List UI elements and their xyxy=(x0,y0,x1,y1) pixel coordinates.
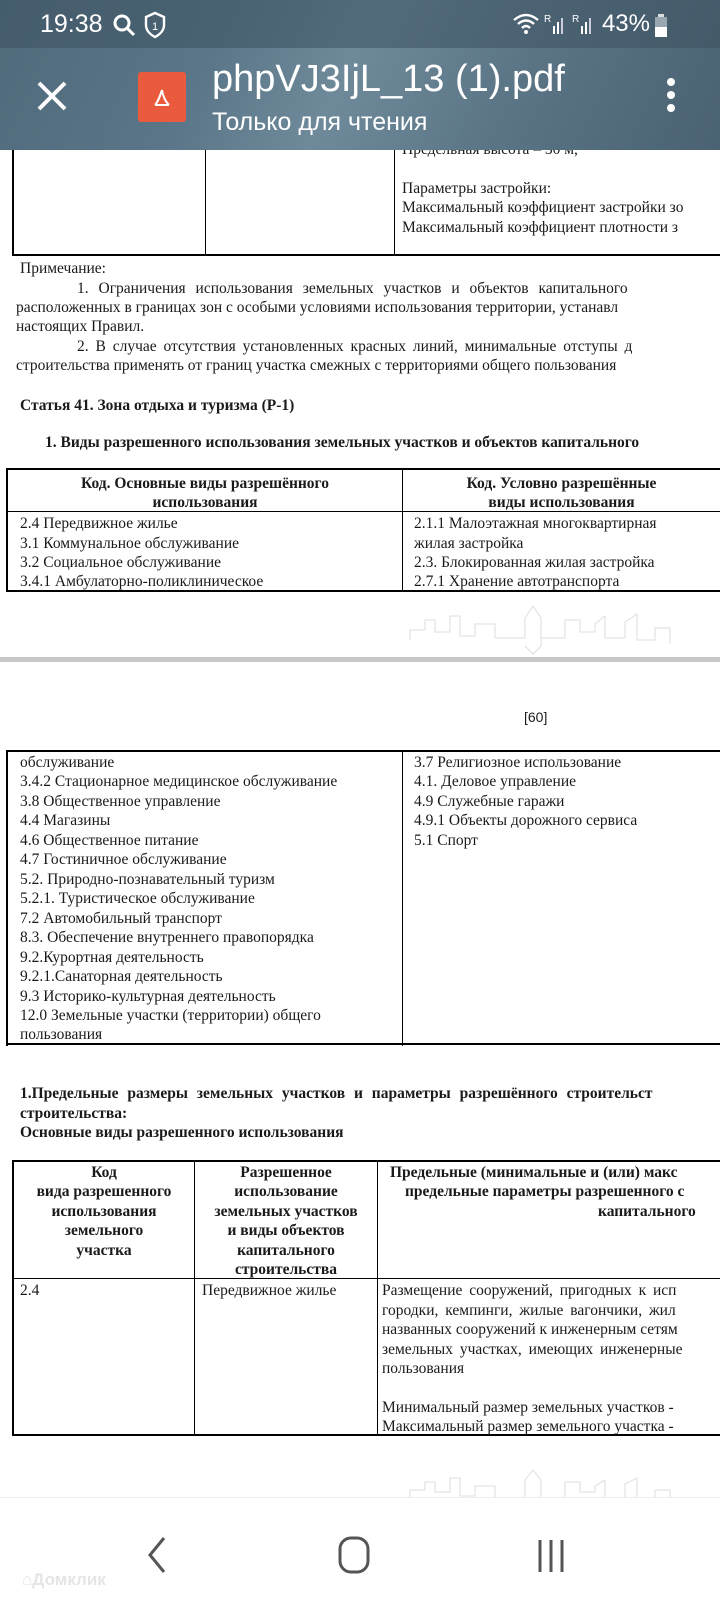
main-use-item: 7.2 Автомобильный транспорт xyxy=(20,910,222,927)
table-header: и виды объектов xyxy=(227,1222,345,1239)
main-use-item: 8.3. Обеспечение внутреннего правопорядка xyxy=(20,929,314,946)
main-use-item: 4.6 Общественное питание xyxy=(20,832,199,849)
table-header: земельных участков xyxy=(214,1203,358,1220)
main-use-item: 3.4.1 Амбулаторно-поликлиническое xyxy=(20,573,264,590)
conditional-use-item: 2.1.1 Малоэтажная многоквартирная xyxy=(414,515,657,532)
status-time: 19:38 xyxy=(40,10,103,38)
table-header: виды использования xyxy=(488,494,635,511)
conditional-use-item: 2.7.1 Хранение автотранспорта xyxy=(414,573,620,590)
table-cell-line: Максимальный коэффициент застройки зо xyxy=(402,199,684,216)
note-line: строительства применять от границ участка смежных с территориями общего пользования xyxy=(16,357,617,374)
table-header: земельного xyxy=(64,1222,144,1239)
main-use-item: 2.4 Передвижное жилье xyxy=(20,515,178,532)
note-line: настоящих Правил. xyxy=(16,318,145,335)
city-skyline-watermark-icon xyxy=(405,1470,695,1500)
house-icon: ⌂ xyxy=(22,1570,33,1589)
svg-text:1: 1 xyxy=(151,21,159,33)
note-line: расположенных в границах зон с особыми условиями использования территории, устанавл xyxy=(16,299,619,316)
row-params-line: Минимальный размер земельных участков - xyxy=(382,1399,674,1416)
search-icon xyxy=(112,13,136,37)
read-only-label: Только для чтения xyxy=(212,108,428,136)
status-bar xyxy=(0,0,720,48)
svg-text:R: R xyxy=(544,14,552,25)
table-header: вида разрешенного xyxy=(36,1183,172,1200)
home-icon[interactable] xyxy=(338,1536,370,1576)
article-title: Статья 41. Зона отдыха и туризма (Р-1) xyxy=(20,397,295,414)
table-header: использование xyxy=(234,1183,338,1200)
note-title: Примечание: xyxy=(20,260,106,277)
conditional-use-item: 5.1 Спорт xyxy=(414,832,478,849)
recents-icon[interactable] xyxy=(536,1538,566,1574)
table-header: капитального xyxy=(237,1242,335,1259)
table-header: капитального xyxy=(598,1203,696,1220)
pdf-file-icon xyxy=(138,72,186,122)
shield-notification-icon xyxy=(143,11,167,39)
page-number: [60] xyxy=(524,709,548,725)
close-icon[interactable] xyxy=(34,78,70,114)
battery-percent: 43% xyxy=(601,10,650,37)
main-use-item: 5.2. Природно-познавательный туризм xyxy=(20,871,275,888)
page-separator xyxy=(0,657,720,662)
main-use-item: 9.2.Курортная деятельность xyxy=(20,949,204,966)
table-cell-line: Параметры застройки: xyxy=(402,180,552,197)
main-use-item: 5.2.1. Туристическое обслуживание xyxy=(20,890,255,907)
table-header: Код. Основные виды разрешённого xyxy=(81,475,329,492)
signal-r-icon xyxy=(572,12,594,36)
row-params-line: земельных участках, имеющих инженерные xyxy=(382,1341,683,1358)
more-vert-icon[interactable] xyxy=(664,78,678,116)
table-header: участка xyxy=(76,1242,132,1259)
conditional-use-item: 4.1. Деловое управление xyxy=(414,773,577,790)
main-use-item: обслуживание xyxy=(20,754,115,771)
table-header: Предельные (минимальные и (или) макс xyxy=(390,1164,678,1181)
row-use: Передвижное жилье xyxy=(202,1282,337,1299)
battery-icon xyxy=(654,14,668,38)
table-header: использования xyxy=(51,1203,157,1220)
row-params-line: городки, кемпинги, жилые вагончики, жил xyxy=(382,1302,676,1319)
document-title: phpVJ3IjL_13 (1).pdf xyxy=(212,58,565,100)
row-code: 2.4 xyxy=(20,1282,40,1299)
note-line: 2. В случае отсутствия установленных красных линий, минимальные отступы д xyxy=(77,338,633,355)
section-title: 1. Виды разрешенного использования земельных участков и объектов капитального xyxy=(45,434,640,451)
table-header: предельные параметры разрешенного с xyxy=(405,1183,685,1200)
svg-text:R: R xyxy=(572,14,580,25)
main-use-item: 3.2 Социальное обслуживание xyxy=(20,554,222,571)
row-params-line: названных сооружений к инженерным сетям xyxy=(382,1321,678,1338)
main-use-item: пользования xyxy=(20,1026,103,1043)
navigation-bar xyxy=(0,1497,720,1601)
table-header: Разрешенное xyxy=(240,1164,332,1181)
domclick-watermark: ⌂Домклик xyxy=(22,1570,106,1589)
conditional-use-item: жилая застройка xyxy=(414,535,524,552)
main-use-item: 3.1 Коммунальное обслуживание xyxy=(20,535,240,552)
table-cell-line: Максимальный коэффициент плотности з xyxy=(402,219,679,236)
main-use-item: 3.4.2 Стационарное медицинское обслуживание xyxy=(20,773,338,790)
row-params-line: Максимальный размер земельного участка - xyxy=(382,1418,674,1435)
conditional-use-item: 4.9 Служебные гаражи xyxy=(414,793,565,810)
main-use-item: 4.4 Магазины xyxy=(20,812,111,829)
signal-r-icon xyxy=(544,12,566,36)
conditional-use-item: 4.9.1 Объекты дорожного сервиса xyxy=(414,812,638,829)
conditional-use-item: 3.7 Религиозное использование xyxy=(414,754,622,771)
table-header: Код. Условно разрешённые xyxy=(466,475,657,492)
main-use-item: 9.3 Историко-культурная деятельность xyxy=(20,988,276,1005)
main-use-item: 3.8 Общественное управление xyxy=(20,793,221,810)
back-chevron-icon[interactable] xyxy=(146,1535,168,1575)
app-bar xyxy=(0,0,720,150)
main-use-item: 9.2.1.Санаторная деятельность xyxy=(20,968,223,985)
row-params-line: пользования xyxy=(382,1360,465,1377)
conditional-use-item: 2.3. Блокированная жилая застройка xyxy=(414,554,655,571)
main-use-item: 12.0 Земельные участки (территории) общего xyxy=(20,1007,321,1024)
city-skyline-watermark-icon xyxy=(405,598,695,656)
table-header: Код xyxy=(91,1164,117,1181)
table-header: использования xyxy=(152,494,258,511)
limits-subtitle: Основные виды разрешенного использования xyxy=(20,1124,344,1141)
main-use-item: 4.7 Гостиничное обслуживание xyxy=(20,851,227,868)
limits-title: 1.Предельные размеры земельных участков и параметры разрешённого строительст xyxy=(20,1085,653,1102)
note-line: 1. Ограничения использования земельных участков и объектов капитального xyxy=(77,280,628,297)
limits-title: строительства: xyxy=(20,1105,128,1122)
wifi-icon xyxy=(512,12,540,36)
row-params-line: Размещение сооружений, пригодных к исп xyxy=(382,1282,677,1299)
table-header: строительства xyxy=(235,1261,337,1278)
